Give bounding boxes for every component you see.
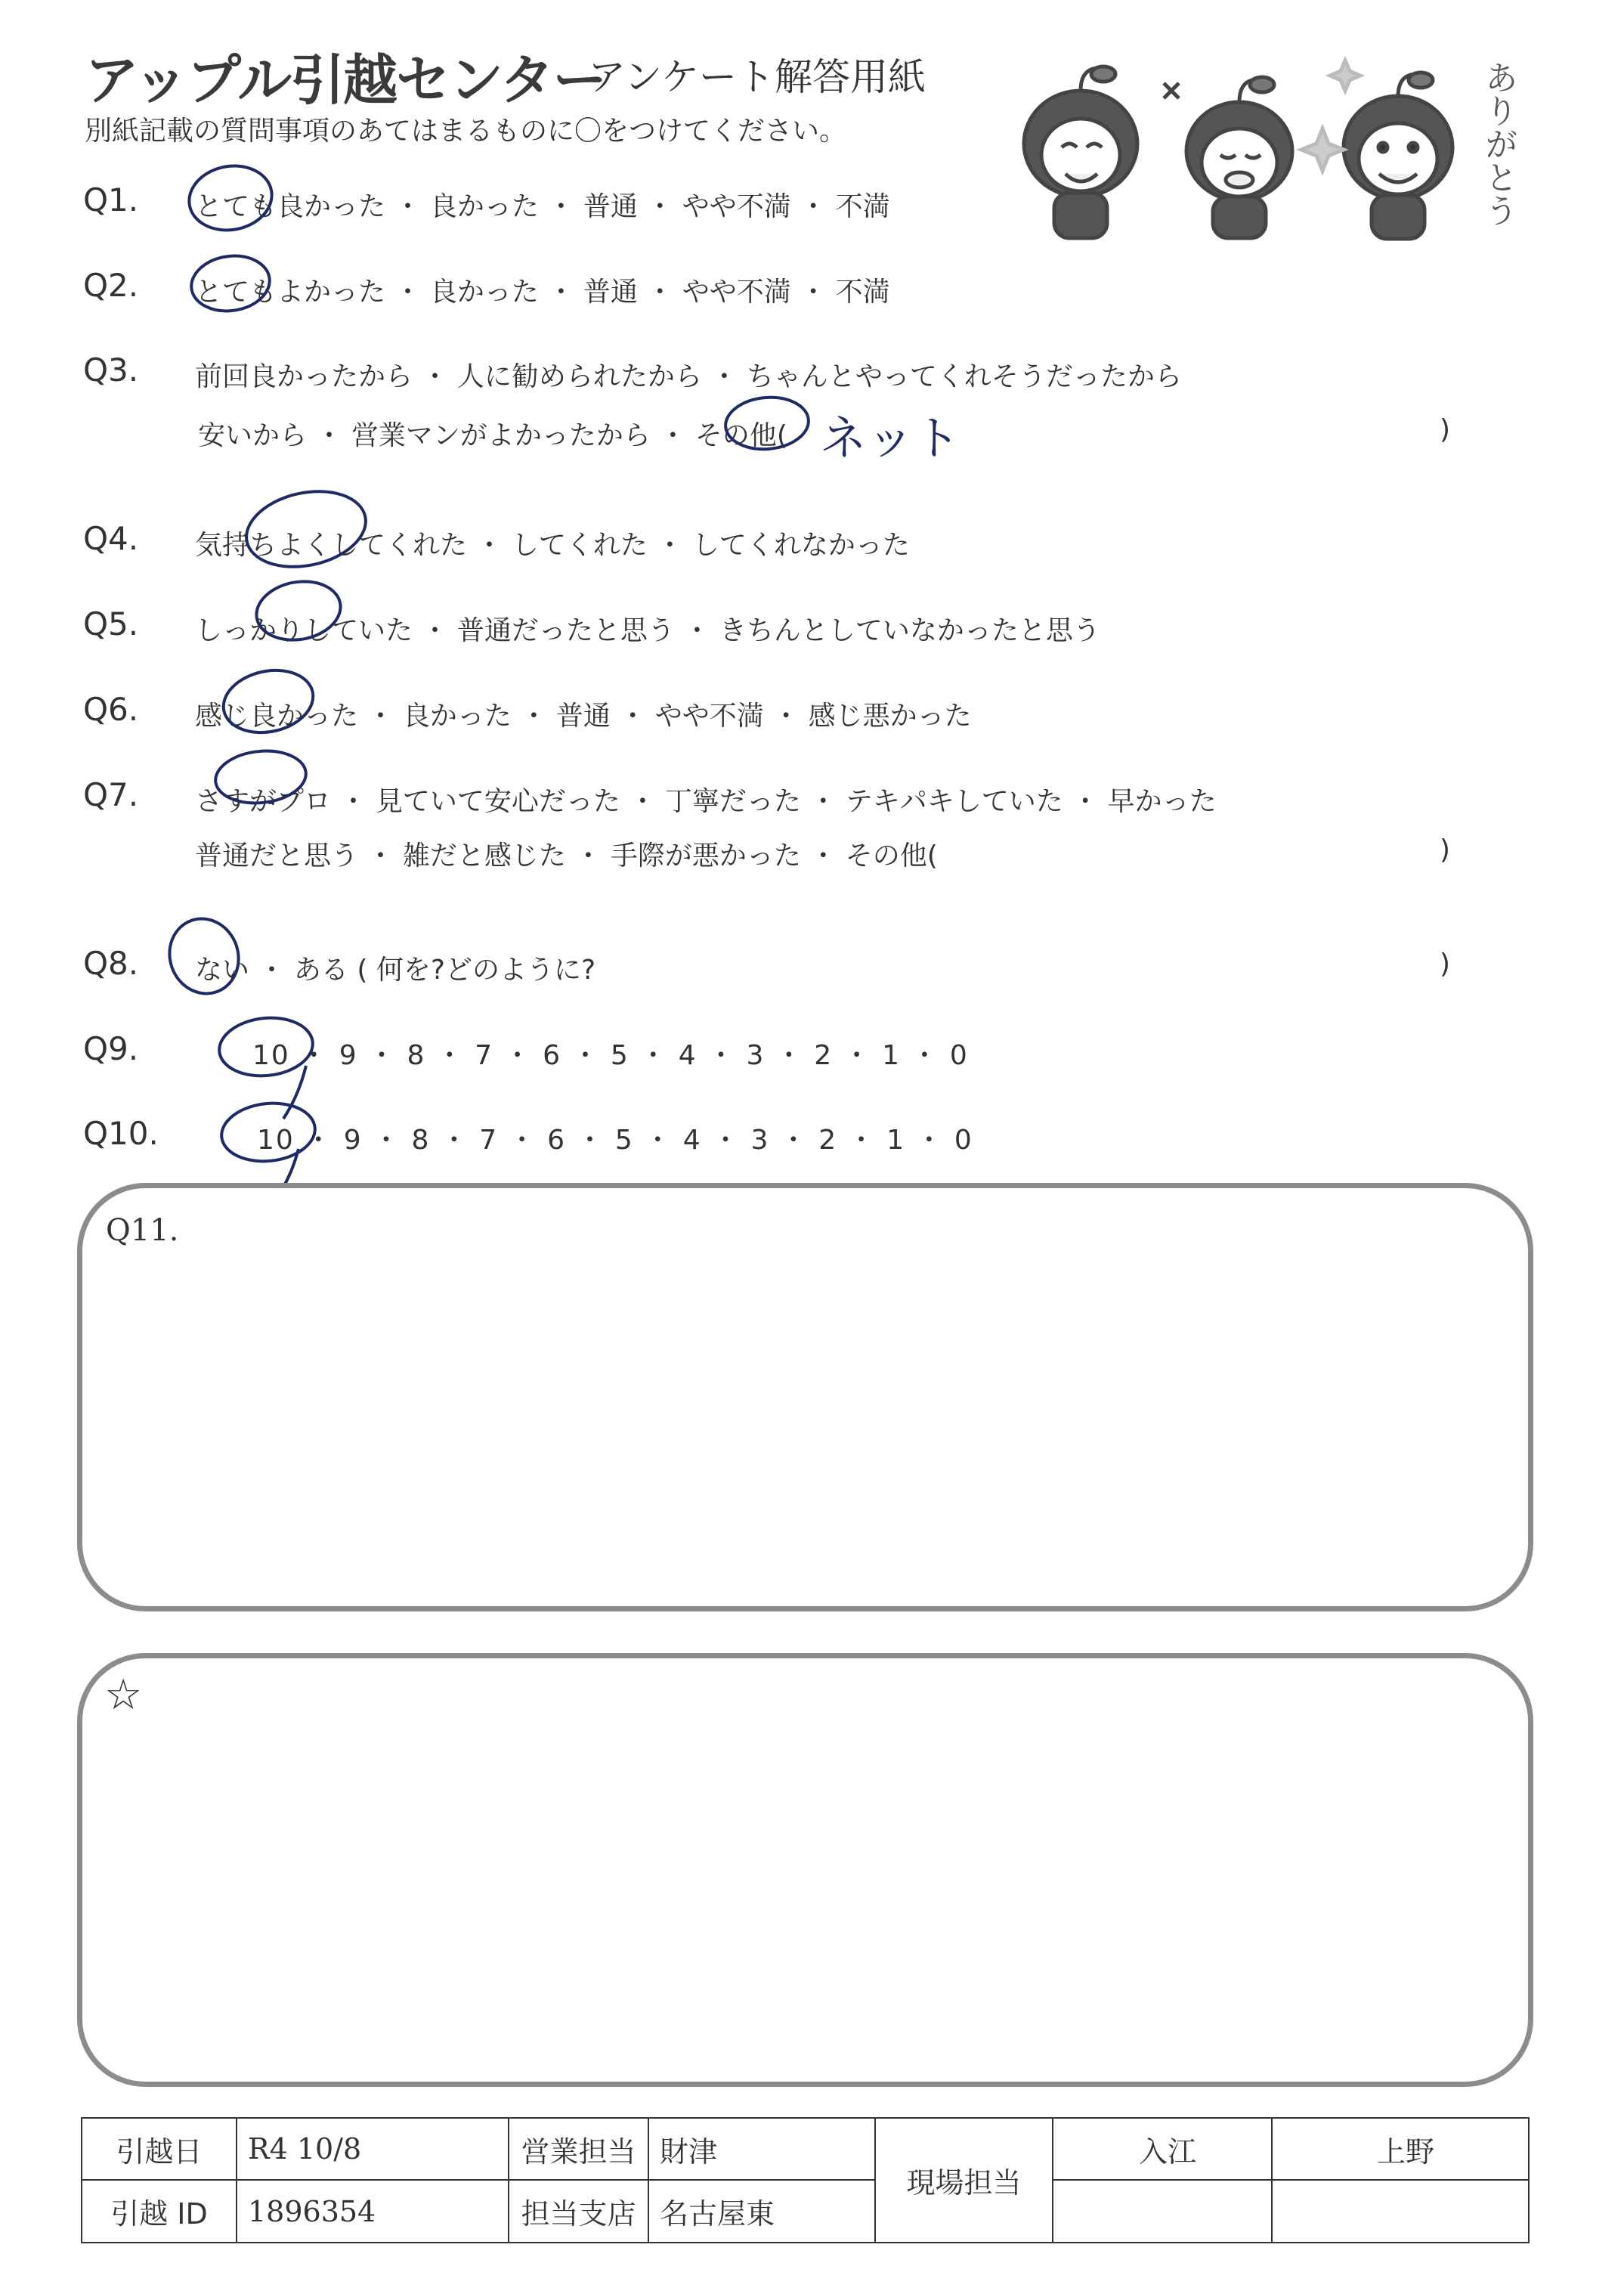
q6-option-1[interactable]: 感じ良かった bbox=[195, 701, 359, 732]
q9-score-0[interactable]: 0 bbox=[949, 1040, 969, 1071]
q2-options: とてもよかった ・ 良かった ・ 普通 ・ やや不満 ・ 不満 bbox=[195, 277, 890, 308]
q5-label: Q5. bbox=[83, 605, 139, 642]
q6-circle-mark bbox=[218, 662, 319, 740]
sales-rep-value[interactable]: 財津 bbox=[648, 2118, 875, 2180]
q5-circle-mark bbox=[252, 575, 345, 646]
q2-circle-mark bbox=[187, 251, 273, 316]
q9-score-10[interactable]: 10 bbox=[252, 1040, 290, 1071]
q9-label: Q9. bbox=[83, 1030, 139, 1067]
q6-options: 感じ良かった ・ 良かった ・ 普通 ・ やや不満 ・ 感じ悪かった bbox=[195, 701, 972, 732]
q10-score-2[interactable]: 2 bbox=[818, 1125, 838, 1156]
q3-option-other[interactable]: その他( bbox=[694, 420, 787, 451]
q4-option-1[interactable]: 気持ちよくしてくれた bbox=[195, 530, 468, 561]
q3-options-line2: 安いから ・ 営業マンがよかったから ・ その他( bbox=[198, 420, 787, 451]
sales-rep-label: 営業担当 bbox=[509, 2118, 648, 2180]
q3-other-handwritten[interactable]: ネット bbox=[820, 410, 961, 466]
q5-option-1[interactable]: しっかりしていた bbox=[195, 615, 413, 646]
q9-score-8[interactable]: 8 bbox=[407, 1040, 426, 1071]
q9-score-2[interactable]: 2 bbox=[814, 1040, 834, 1071]
q7-option-5[interactable]: 早かった bbox=[1107, 786, 1217, 817]
q3-circle-mark bbox=[723, 394, 811, 452]
q10-circle-mark bbox=[218, 1099, 317, 1166]
q3-option-5[interactable]: 営業マンがよかったから bbox=[351, 420, 651, 451]
q10-score-9[interactable]: 9 bbox=[343, 1125, 363, 1156]
q2-label: Q2. bbox=[83, 267, 139, 304]
q4-option-2[interactable]: してくれた bbox=[511, 530, 648, 561]
q8-close-paren: ) bbox=[1440, 949, 1451, 980]
q4-options: 気持ちよくしてくれた ・ してくれた ・ してくれなかった bbox=[195, 530, 910, 561]
q3-option-2[interactable]: 人に勧められたから bbox=[456, 361, 702, 392]
move-date-value[interactable]: R4 10/8 bbox=[237, 2118, 509, 2180]
q1-option-4[interactable]: やや不満 bbox=[682, 191, 791, 222]
q6-label: Q6. bbox=[83, 691, 139, 728]
q6-option-2[interactable]: 良かった bbox=[402, 701, 512, 732]
move-id-label: 引越 ID bbox=[82, 2180, 237, 2243]
q6-option-4[interactable]: やや不満 bbox=[654, 701, 764, 732]
q7-option-2[interactable]: 見ていて安心だった bbox=[375, 786, 620, 817]
q5-options: しっかりしていた ・ 普通だったと思う ・ きちんとしていなかったと思う bbox=[195, 615, 1100, 646]
q9-circle-mark bbox=[216, 1014, 315, 1081]
q7-option-3[interactable]: 丁寧だった bbox=[664, 786, 801, 817]
thanks-label: ありがとう bbox=[1479, 60, 1517, 227]
q8-options: ない ・ ある ( 何を?どのように? bbox=[195, 955, 596, 986]
q1-option-2[interactable]: 良かった bbox=[429, 191, 539, 222]
q9-score-5[interactable]: 5 bbox=[610, 1040, 629, 1071]
q10-score-10[interactable]: 10 bbox=[257, 1125, 295, 1156]
q10-label: Q10. bbox=[83, 1115, 159, 1152]
q6-option-5[interactable]: 感じ悪かった bbox=[808, 701, 972, 732]
q11-comment-box[interactable] bbox=[77, 1183, 1533, 1611]
q5-option-2[interactable]: 普通だったと思う bbox=[456, 615, 675, 646]
q7-circle-mark bbox=[213, 747, 308, 807]
q7-option-6[interactable]: 普通だと思う bbox=[195, 841, 359, 871]
q3-option-3[interactable]: ちゃんとやってくれそうだったから bbox=[746, 361, 1182, 392]
q7-options-line2: 普通だと思う ・ 雑だと感じた ・ 手際が悪かった ・ その他( bbox=[195, 841, 938, 871]
q8-option-1[interactable]: ない bbox=[195, 955, 250, 986]
q3-close-paren: ) bbox=[1440, 414, 1451, 445]
q3-options-line1: 前回良かったから ・ 人に勧められたから ・ ちゃんとやってくれそうだったから bbox=[195, 361, 1182, 392]
q10-score-8[interactable]: 8 bbox=[411, 1125, 431, 1156]
q10-scale: 10 ・ 9 ・ 8 ・ 7 ・ 6 ・ 5 ・ 4 ・ 3 ・ 2 ・ 1 ・ 0 bbox=[257, 1125, 973, 1156]
q9-scale: 10 ・ 9 ・ 8 ・ 7 ・ 6 ・ 5 ・ 4 ・ 3 ・ 2 ・ 1 ・ 0 bbox=[252, 1040, 969, 1071]
move-date-label: 引越日 bbox=[82, 2118, 237, 2180]
q10-score-3[interactable]: 3 bbox=[750, 1125, 770, 1156]
q1-circle-mark bbox=[184, 159, 277, 237]
q2-option-5[interactable]: 不満 bbox=[835, 277, 890, 308]
brand-title: アップル引越センター bbox=[85, 48, 606, 112]
q10-score-6[interactable]: 6 bbox=[547, 1125, 566, 1156]
site-staff-4-empty[interactable] bbox=[1272, 2180, 1529, 2243]
q9-score-3[interactable]: 3 bbox=[746, 1040, 766, 1071]
q10-score-1[interactable]: 1 bbox=[886, 1125, 905, 1156]
q11-label: Q11. bbox=[106, 1213, 179, 1248]
q7-close-paren: ) bbox=[1440, 834, 1451, 865]
star-comment-box[interactable] bbox=[77, 1653, 1533, 2087]
q3-label: Q3. bbox=[83, 351, 139, 389]
q1-option-5[interactable]: 不満 bbox=[835, 191, 890, 222]
q9-score-4[interactable]: 4 bbox=[678, 1040, 698, 1071]
q10-score-7[interactable]: 7 bbox=[479, 1125, 499, 1156]
site-staff-1[interactable]: 入江 bbox=[1053, 2118, 1272, 2180]
q8-detail: ( 何を?どのように? bbox=[357, 955, 596, 986]
q5-option-3[interactable]: きちんとしていなかったと思う bbox=[719, 615, 1100, 646]
info-table bbox=[81, 2117, 1530, 2243]
q9-score-7[interactable]: 7 bbox=[475, 1040, 494, 1071]
q7-options-line1: さすがプロ ・ 見ていて安心だった ・ 丁寧だった ・ テキパキしていた ・ 早かった bbox=[195, 786, 1217, 817]
q3-option-1[interactable]: 前回良かったから bbox=[195, 361, 413, 392]
form-subtitle: アンケート解答用紙 bbox=[588, 55, 926, 99]
site-staff-2[interactable]: 上野 bbox=[1272, 2118, 1529, 2180]
branch-label: 担当支店 bbox=[509, 2180, 648, 2243]
q1-option-1[interactable]: とても良かった bbox=[195, 191, 386, 222]
q10-score-5[interactable]: 5 bbox=[614, 1125, 634, 1156]
q9-score-1[interactable]: 1 bbox=[882, 1040, 901, 1071]
q4-label: Q4. bbox=[83, 520, 139, 557]
q4-option-3[interactable]: してくれなかった bbox=[691, 530, 910, 561]
q8-option-2[interactable]: ある bbox=[293, 955, 348, 986]
site-staff-3-empty[interactable] bbox=[1053, 2180, 1272, 2243]
star-label: ☆ bbox=[104, 1670, 143, 1720]
site-staff-label: 現場担当 bbox=[875, 2118, 1053, 2243]
q7-label: Q7. bbox=[83, 776, 139, 813]
instruction-text: 別紙記載の質問事項のあてはまるものに〇をつけてください。 bbox=[85, 116, 847, 147]
q2-option-4[interactable]: やや不満 bbox=[682, 277, 791, 308]
q7-option-1[interactable]: さすがプロ bbox=[195, 786, 332, 817]
q7-option-7[interactable]: 雑だと感じた bbox=[402, 841, 566, 871]
q2-option-2[interactable]: 良かった bbox=[429, 277, 539, 308]
q1-label: Q1. bbox=[83, 181, 139, 218]
q2-option-3[interactable]: 普通 bbox=[583, 277, 638, 308]
q8-circle-mark bbox=[159, 909, 249, 1004]
q4-circle-mark bbox=[240, 481, 373, 577]
q8-label: Q8. bbox=[83, 945, 139, 982]
q3-option-4[interactable]: 安いから bbox=[198, 420, 308, 451]
q7-option-4[interactable]: テキパキしていた bbox=[845, 786, 1063, 817]
move-id-value[interactable]: 1896354 bbox=[237, 2180, 509, 2243]
q9-score-6[interactable]: 6 bbox=[543, 1040, 561, 1071]
q1-option-3[interactable]: 普通 bbox=[583, 191, 638, 222]
q1-options: とても良かった ・ 良かった ・ 普通 ・ やや不満 ・ 不満 bbox=[195, 191, 890, 222]
q9-score-9[interactable]: 9 bbox=[339, 1040, 358, 1071]
q7-option-other[interactable]: その他( bbox=[845, 841, 938, 871]
q10-score-4[interactable]: 4 bbox=[682, 1125, 702, 1156]
q6-option-3[interactable]: 普通 bbox=[555, 701, 611, 732]
q7-option-8[interactable]: 手際が悪かった bbox=[610, 841, 801, 871]
branch-value[interactable]: 名古屋東 bbox=[648, 2180, 875, 2243]
q2-option-1[interactable]: とてもよかった bbox=[195, 277, 386, 308]
q10-score-0[interactable]: 0 bbox=[954, 1125, 973, 1156]
